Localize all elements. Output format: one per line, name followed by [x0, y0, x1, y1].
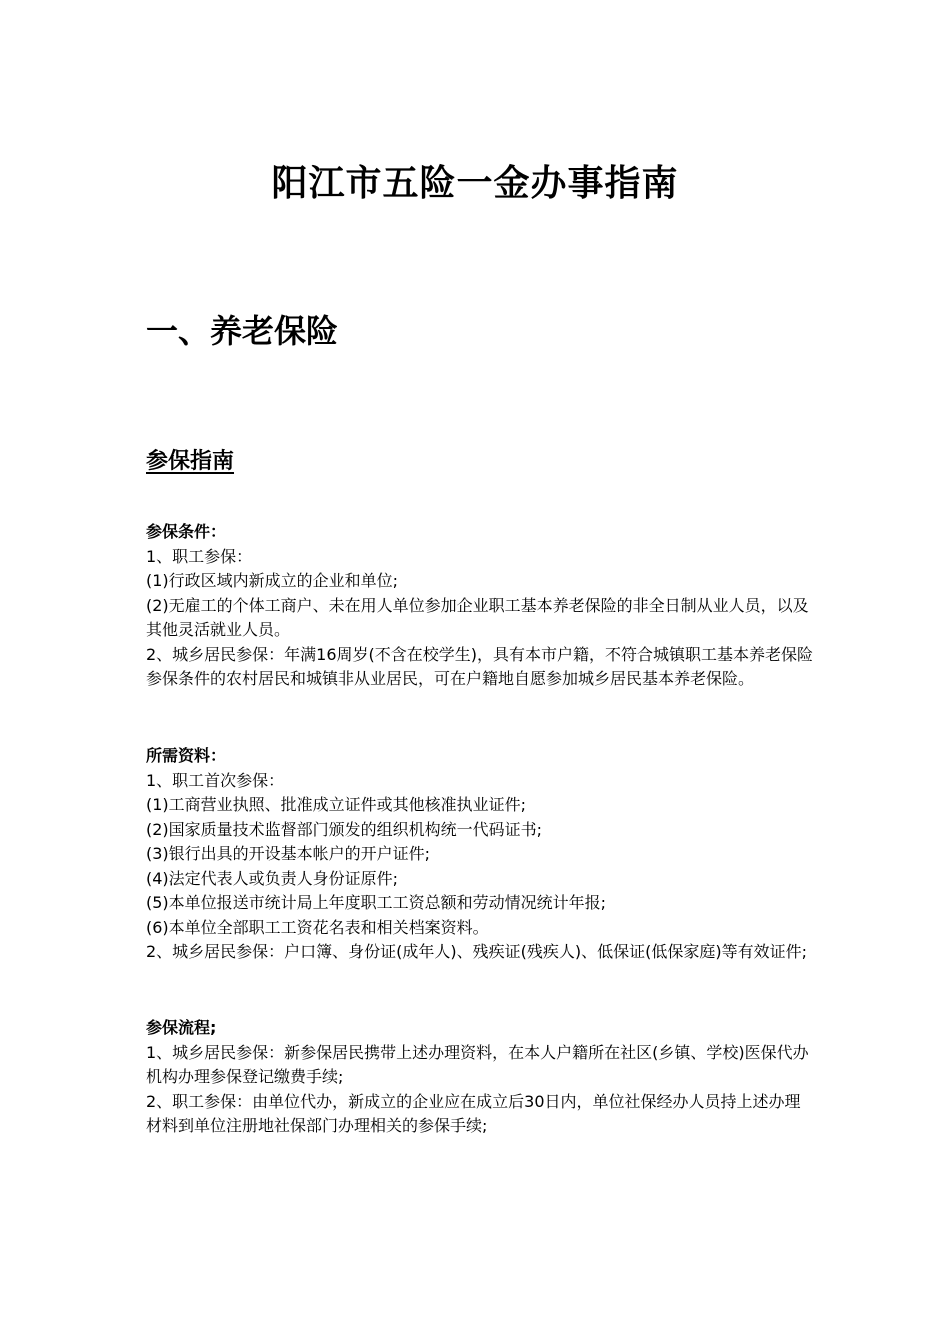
- conditions-item: (2)无雇工的个体工商户、未在用人单位参加企业职工基本养老保险的非全日制从业人员，以及其他灵活就业人员。: [146, 595, 809, 639]
- materials-item: (6)本单位全部职工工资花名表和相关档案资料。: [146, 917, 489, 937]
- materials-heading: 所需资料：: [146, 746, 227, 765]
- materials-item: (1)工商营业执照、批准成立证件或其他核准执业证件;: [146, 795, 527, 814]
- process-block: [146, 1016, 816, 1139]
- conditions-item: (1)行政区域内新成立的企业和单位;: [146, 571, 399, 590]
- process-item: 1、城乡居民参保：新参保居民携带上述办理资料，在本人户籍所在社区(乡镇、学校)医保代办机构办理参保登记缴费手续;: [146, 1042, 809, 1086]
- materials-item: (2)国家质量技术监督部门颁发的组织机构统一代码证书;: [146, 819, 543, 839]
- section-title: 参保指南: [146, 449, 235, 474]
- process-heading: 参保流程;: [146, 1018, 217, 1037]
- materials-item: 1、职工首次参保：: [146, 770, 285, 790]
- conditions-item: 1、职工参保：: [146, 546, 253, 566]
- process-item: 2、职工参保：由单位代办，新成立的企业应在成立后30日内，单位社保经办人员持上述办理材料到单位注册地社保部门办理相关的参保手续;: [146, 1091, 801, 1135]
- chapter-title: 一、养老保险: [146, 312, 339, 350]
- materials-item: 2、城乡居民参保：户口簿、身份证(成年人)、残疾证(残疾人)、低保证(低保家庭)等有效证件;: [146, 942, 808, 961]
- document-title: 阳江市五险一金办事指南: [271, 162, 679, 204]
- conditions-block: [146, 520, 816, 692]
- conditions-item: 2、城乡居民参保：年满16周岁(不含在校学生)，具有本市户籍，不符合城镇职工基本养老保险参保条件的农村居民和城镇非从业居民，可在户籍地自愿参加城乡居民基本养老保险。: [146, 644, 814, 688]
- materials-item: (4)法定代表人或负责人身份证原件;: [146, 868, 399, 888]
- materials-block: [146, 744, 816, 965]
- conditions-heading: 参保条件：: [146, 522, 227, 541]
- materials-item: (3)银行出具的开设基本帐户的开户证件;: [146, 844, 431, 863]
- materials-item: (5)本单位报送市统计局上年度职工工资总额和劳动情况统计年报;: [146, 893, 607, 912]
